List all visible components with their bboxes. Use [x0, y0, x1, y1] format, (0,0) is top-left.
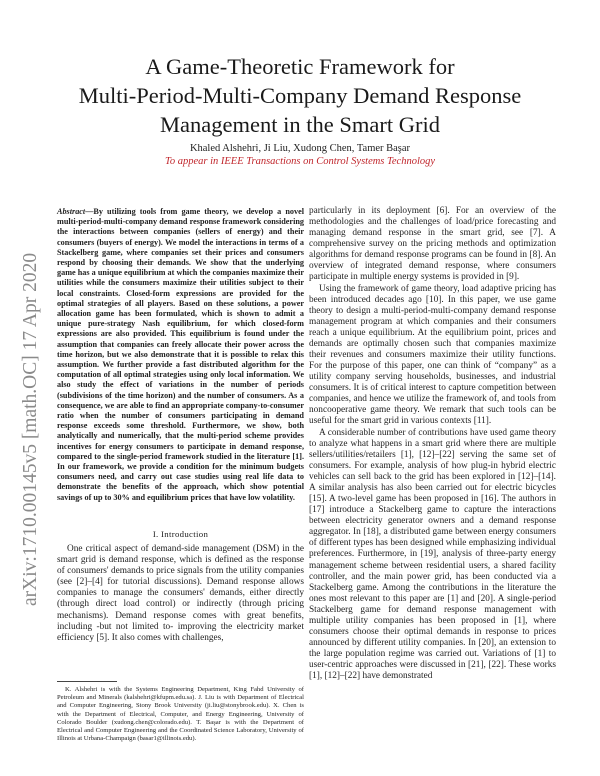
footnote-text: K. Alshehri is with the Systems Engineering Department, King Fahd University of Petroleum and Minerals (kalshehri@kfupm.edu.sa). J. Liu is with Department of Electrical and Computer Engineering, Stony Brook University (ji.liu@stonybrook.edu). X. Chen is with the Department of Electrical, Computer, and Energy Engineering, University of Colorado Boulder (xudong.chen@colorado.edu). T. Başar is with the Department of Electrical and Computer Engineering and the Coordinated Science Laboratory, University of Illinois at Urbana-Champaign (basar1@illinois.edu).	[57, 686, 304, 743]
footnote-rule	[57, 681, 117, 682]
right-paragraph-3: A considerable number of contributions have used game theory to analyze what happens in a smart grid where there are multiple sellers/utilities/retailers [1], [12]–[22] serving the same set of consumers. For example, analysis of how plug-in hybrid electric vehicles can sell back to the grid has been explored in [12]–[14]. A similar analysis has also been carried out for electric bicycles [15]. A two-level game has been proposed in [16]. The authors in [17] introduce a Stackelberg game to capture the interactions between electricity generator owners and a demand response aggregator. In [18], a distributed game between energy consumers of different types has been designed while emphasizing individual preferences. Furthermore, in [19], analysis of three-party energy management scheme between residential users, a shared facility controller, and the main power grid, has been conducted via a Stackelberg game. Among the contributions in the literature the ones most relevant to this paper are [1] and [20]. A single-period Stackelberg game for demand response management with multiple utility companies has been proposed in [1], where consumers choose their optimal demands in response to prices announced by different utility companies. In [20], an extension to the large population regime was carried out. Variations of [1] to user-centric approaches were discussed in [21], [22]. These works [1], [12]–[22] have demonstrated	[309, 427, 556, 682]
title-line-2: Multi-Period-Multi-Company Demand Response	[78, 83, 522, 108]
abstract	[57, 207, 304, 503]
title-line-3: Management in the Smart Grid	[160, 112, 440, 137]
title-line-1: A Game-Theoretic Framework for	[145, 54, 455, 79]
venue-note: To appear in IEEE Transactions on Control Systems Technology	[164, 156, 436, 167]
intro-text	[57, 544, 304, 644]
right-column	[309, 206, 556, 682]
footnote	[57, 686, 304, 743]
right-paragraph-2: Using the framework of game theory, load adaptive pricing has been introduced decades ago [10]. In this paper, we use game theory to design a multi-period-multi-company demand response management program at which companies and their consumers reach a unique equilibrium. At the equilibrium point, prices and demands are optimally chosen such that companies maximize their revenues and consumers maximize their utility functions. For the purpose of this paper, one can think of “company” as a utility company serving households, businesses, and industrial consumers. It is of critical interest to capture competition between companies, and hence we utilize the framework of, and tools from noncooperative game theory. We remark that such tools can be useful for the smart grid in various contexts [11].	[309, 283, 556, 427]
author-list: Khaled Alshehri, Ji Liu, Xudong Chen, Tamer Başar	[189, 143, 411, 154]
right-paragraph-1: particularly in its deployment [6]. For an overview of the methodologies and the challenges of load/price forecasting and managing demand response in the smart grid, see [7]. A comprehensive survey on the pricing methods and optimization algorithms for demand response programs can be found in [8]. An overview of integrated demand response, where consumers participate in multiple energy systems is provided in [9].	[309, 206, 556, 283]
intro-paragraph: One critical aspect of demand-side management (DSM) in the smart grid is demand response, which is defined as the response of consumers' demands to price signals from the utility companies (see [2]–[4] for tutorial discussions). Demand response allows companies to manage the consumers' demands, either directly (through direct load control) or indirectly (through pricing mechanisms). Demand response comes with great benefits, including -but not limited to- improving the electricity market efficiency [5]. It also comes with challenges,	[57, 544, 304, 643]
arxiv-identifier	[6, 170, 46, 610]
abstract-text: —By utilizing tools from game theory, we develop a novel multi-period-multi-company demand response framework considering the interactions between companies (sellers of energy) and their consumers (buyers of energy). We model the interactions in terms of a Stackelberg game, where companies set their prices and consumers respond by choosing their demands. We show that the underlying game has a unique equilibrium at which the companies maximize their utilities while the consumers maximize their utilities subject to their local constraints. Closed-form expressions are provided for the optimal strategies of all players. Based on these solutions, a power allocation game has been formulated, which is shown to admit a unique pure-strategy Nash equilibrium, for which closed-form expressions are also provided. This equilibrium is found under the assumption that companies can freely allocate their power across the time horizon, but we also demonstrate that it is possible to relax this assumption. We further provide a fast distributed algorithm for the computation of all optimal strategies using only local information. We also study the effect of variations in the number of periods (subdivisions of the time horizon) and the number of consumers. As a consequence, we are able to find an appropriate company-to-consumer ratio when the number of consumers participating in demand response exceeds some threshold. Furthermore, we show, both analytically and numerically, that the multi-period scheme provides incentives for energy consumers to participate in demand response, compared to the single-period framework studied in the literature [1]. In our framework, we provide a condition for the minimum budgets consumers need, and carry out case studies using real life data to demonstrate the benefits of the approach, which show potential savings of up to 30% and equilibrium prices that have low volatility.	[57, 207, 304, 502]
paper-title	[40, 52, 560, 139]
section-heading: I. Introduction	[152, 529, 209, 539]
abstract-label: Abstract	[57, 207, 86, 216]
arxiv-id-text: arXiv:1710.00145v5 [math.OC] 17 Apr 2020	[20, 252, 41, 606]
